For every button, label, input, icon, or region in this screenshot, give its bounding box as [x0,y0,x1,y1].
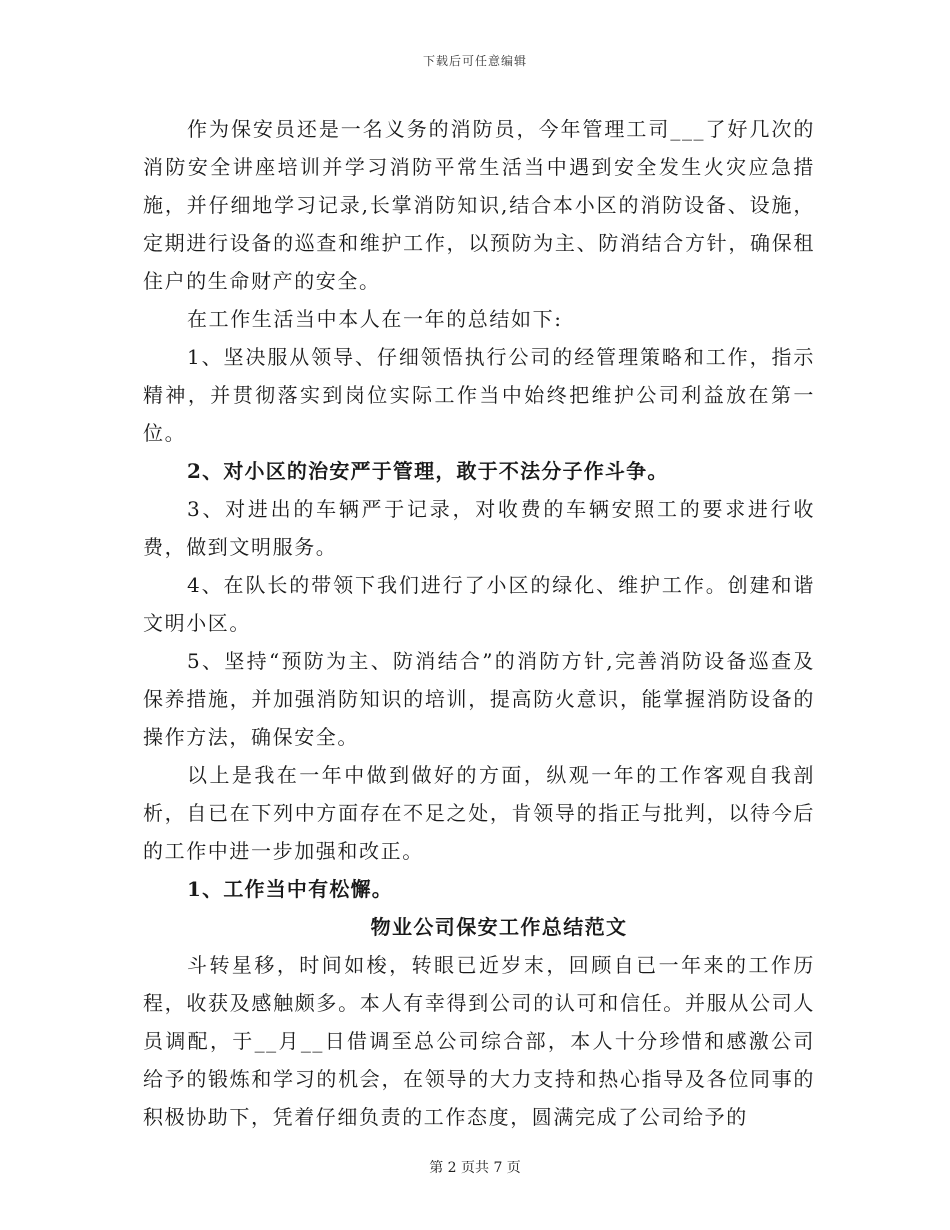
paragraph-year-review: 斗转星移，时间如梭，转眼已近岁末，回顾自已一年来的工作历程，收获及感触颇多。本人有幸得到公司的认可和信任。并服从公司人员调配，于__月__日借调至总公司综合部，本人十分珍惜和感激公司给予的锻炼和学习的机会，在领导的大力支持和热心指导及各位同事的积极协助下，凭着仔细负责的工作态度，圆满完成了公司给予的 [143,953,815,1129]
list-item-4-greening: 4、在队长的带领下我们进行了小区的绿化、维护工作。创建和谐文明小区。 [143,573,815,635]
document-body [143,110,815,1136]
list-item-3-vehicles: 3、对进出的车辆严于记录，对收费的车辆安照工的要求进行收费，做到文明服务。 [143,497,815,559]
page-header: 下载后可任意编辑 [422,54,527,68]
section-title: 物业公司保安工作总结范文 [370,915,628,939]
list-item-5-fire-policy: 5、坚持“预防为主、防消结合”的消防方针,完善消防设备巡查及保养措施，并加强消防知识的培训，提高防火意识，能掌握消防设备的操作方法，确保安全。 [143,649,815,749]
list-item-1-obey-leadership: 1、坚决服从领导、仔细领悟执行公司的经管理策略和工作，指示精神，并贯彻落实到岗位实际工作当中始终把维护公司利益放在第一位。 [143,345,815,445]
list-item-2-security: 2、对小区的治安严于管理，敢于不法分子作斗争。 [187,459,669,483]
page-footer: 第 2 页共 7 页 [429,1160,521,1176]
shortcoming-item-1: 1、工作当中有松懈。 [187,877,393,901]
paragraph-summary-intro: 在工作生活当中本人在一年的总结如下: [187,307,563,331]
paragraph-fire-safety: 作为保安员还是一名义务的消防员，今年管理工司___了好几次的消防安全讲座培训并学习消防平常生活当中遇到安全发生火灾应急措施，并仔细地学习记录,长掌消防知识,结合本小区的消防设备、设施，定期进行设备的巡查和维护工作，以预防为主、防消结合方针，确保租住户的生命财产的安全。 [143,117,815,293]
paragraph-self-analysis: 以上是我在一年中做到做好的方面，纵观一年的工作客观自我剖析，自已在下列中方面存在不足之处，肯领导的指正与批判，以待今后的工作中进一步加强和改正。 [143,763,815,863]
